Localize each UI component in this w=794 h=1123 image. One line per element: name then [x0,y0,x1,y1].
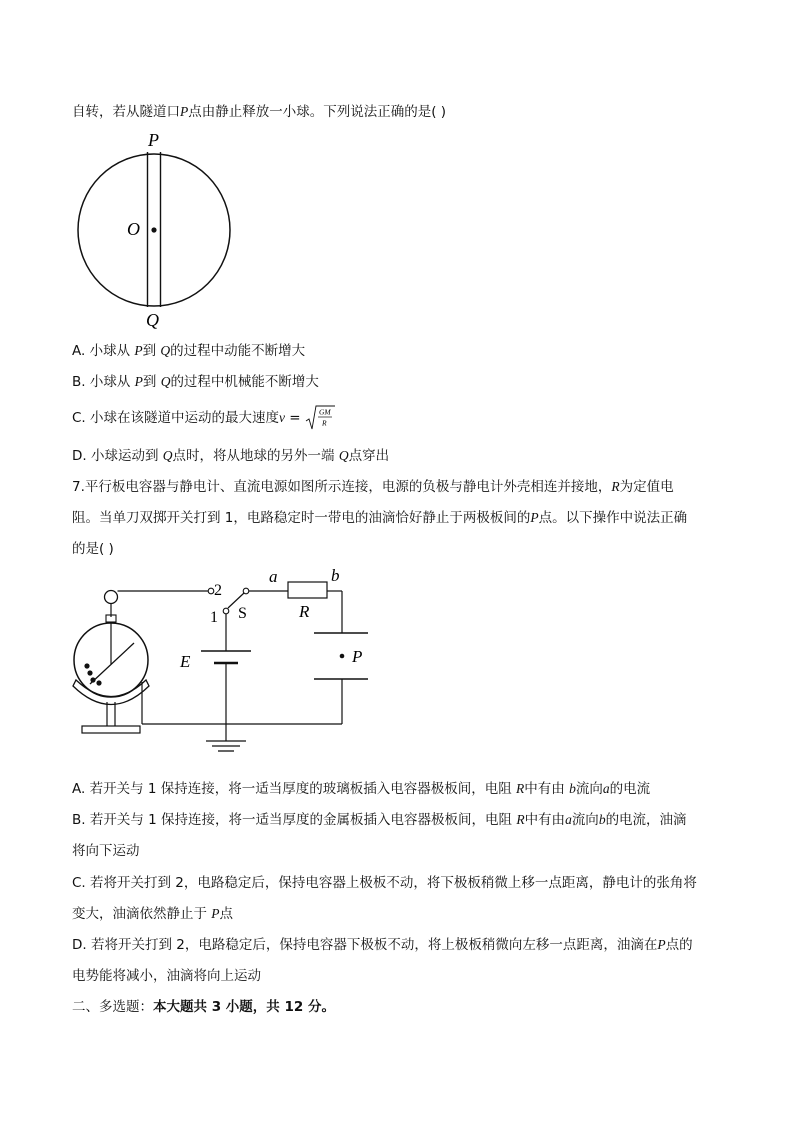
center-dot [151,227,156,232]
label-switch-1: 1 [210,609,218,626]
q7-option-a: A. 若开关与 1 保持连接，将一适当厚度的玻璃板插入电容器极板间，电阻 R中有由 b流向a的电流 [72,781,651,797]
charge-dot-2 [87,670,92,675]
label-switch-2: 2 [214,582,222,599]
switch-terminal-1 [223,608,229,614]
q7-option-d-line2: 电势能将减小，油滴将向上运动 [72,968,261,984]
label-r: R [299,602,310,621]
q6-option-c: C. 小球在该隧道中运动的最大速度v = GM R [72,405,335,431]
charge-dot-4 [96,680,101,685]
electrometer-base [82,726,140,733]
sqrt-formula [305,405,335,431]
label-p-circuit: P [352,647,363,666]
var-p: P [180,104,189,119]
electrometer-cradle [73,680,149,705]
q7-stem-line3: 的是( ) [72,541,114,557]
formula-num: GM [318,407,331,417]
oil-drop [340,654,345,659]
electrometer-needle [90,643,134,684]
q7-stem-line1: 7.平行板电容器与静电计、直流电源如图所示连接，电源的负极与静电计外壳相连并接地，R为定值电 [72,479,674,495]
q7-circuit-figure [70,563,390,755]
section-2-heading: 二、多选题：本大题共 3 小题，共 12 分。 [72,999,335,1015]
resistor [288,582,327,598]
charge-dot-1 [84,663,89,668]
q6-option-b: B. 小球从 P到 Q的过程中机械能不断增大 [72,374,319,390]
switch-pivot [243,588,249,594]
label-o: O [127,219,140,239]
label-a: a [269,567,278,586]
charge-dot-3 [90,677,95,682]
q7-option-b-line2: 将向下运动 [72,843,140,859]
electrometer-knob [105,591,118,604]
formula-den: R [321,418,327,428]
q7-option-c-line1: C. 若将开关打到 2，电路稳定后，保持电容器上极板不动，将下极板稍微上移一点距离，静电计的张角将 [72,875,697,891]
label-e: E [180,652,191,671]
q6-tunnel-figure [70,126,240,334]
q6-stem: 自转，若从隧道口P点由静止释放一小球。下列说法正确的是( ) [72,104,447,120]
q6-option-d: D. 小球运动到 Q点时，将从地球的另外一端 Q点穿出 [72,448,390,464]
q7-stem-line2: 阻。当单刀双掷开关打到 1，电路稳定时一带电的油滴恰好静止于两极板间的P点。以下操作中说法正确 [72,510,688,526]
label-switch-s: S [238,605,247,622]
label-q: Q [146,310,159,330]
q6-option-a: A. 小球从 P到 Q的过程中动能不断增大 [72,343,306,359]
q7-option-b-line1: B. 若开关与 1 保持连接，将一适当厚度的金属板插入电容器极板间，电阻 R中有由a流向b的电流，油滴 [72,812,687,828]
label-p: P [148,130,159,150]
q7-option-c-line2: 变大，油滴依然静止于 P点 [72,906,234,922]
switch-terminal-2 [208,588,214,594]
label-b: b [331,566,340,585]
q7-option-d-line1: D. 若将开关打到 2，电路稳定后，保持电容器下极板不动，将上极板稍微向左移一点距离，油滴在P点的 [72,937,693,953]
